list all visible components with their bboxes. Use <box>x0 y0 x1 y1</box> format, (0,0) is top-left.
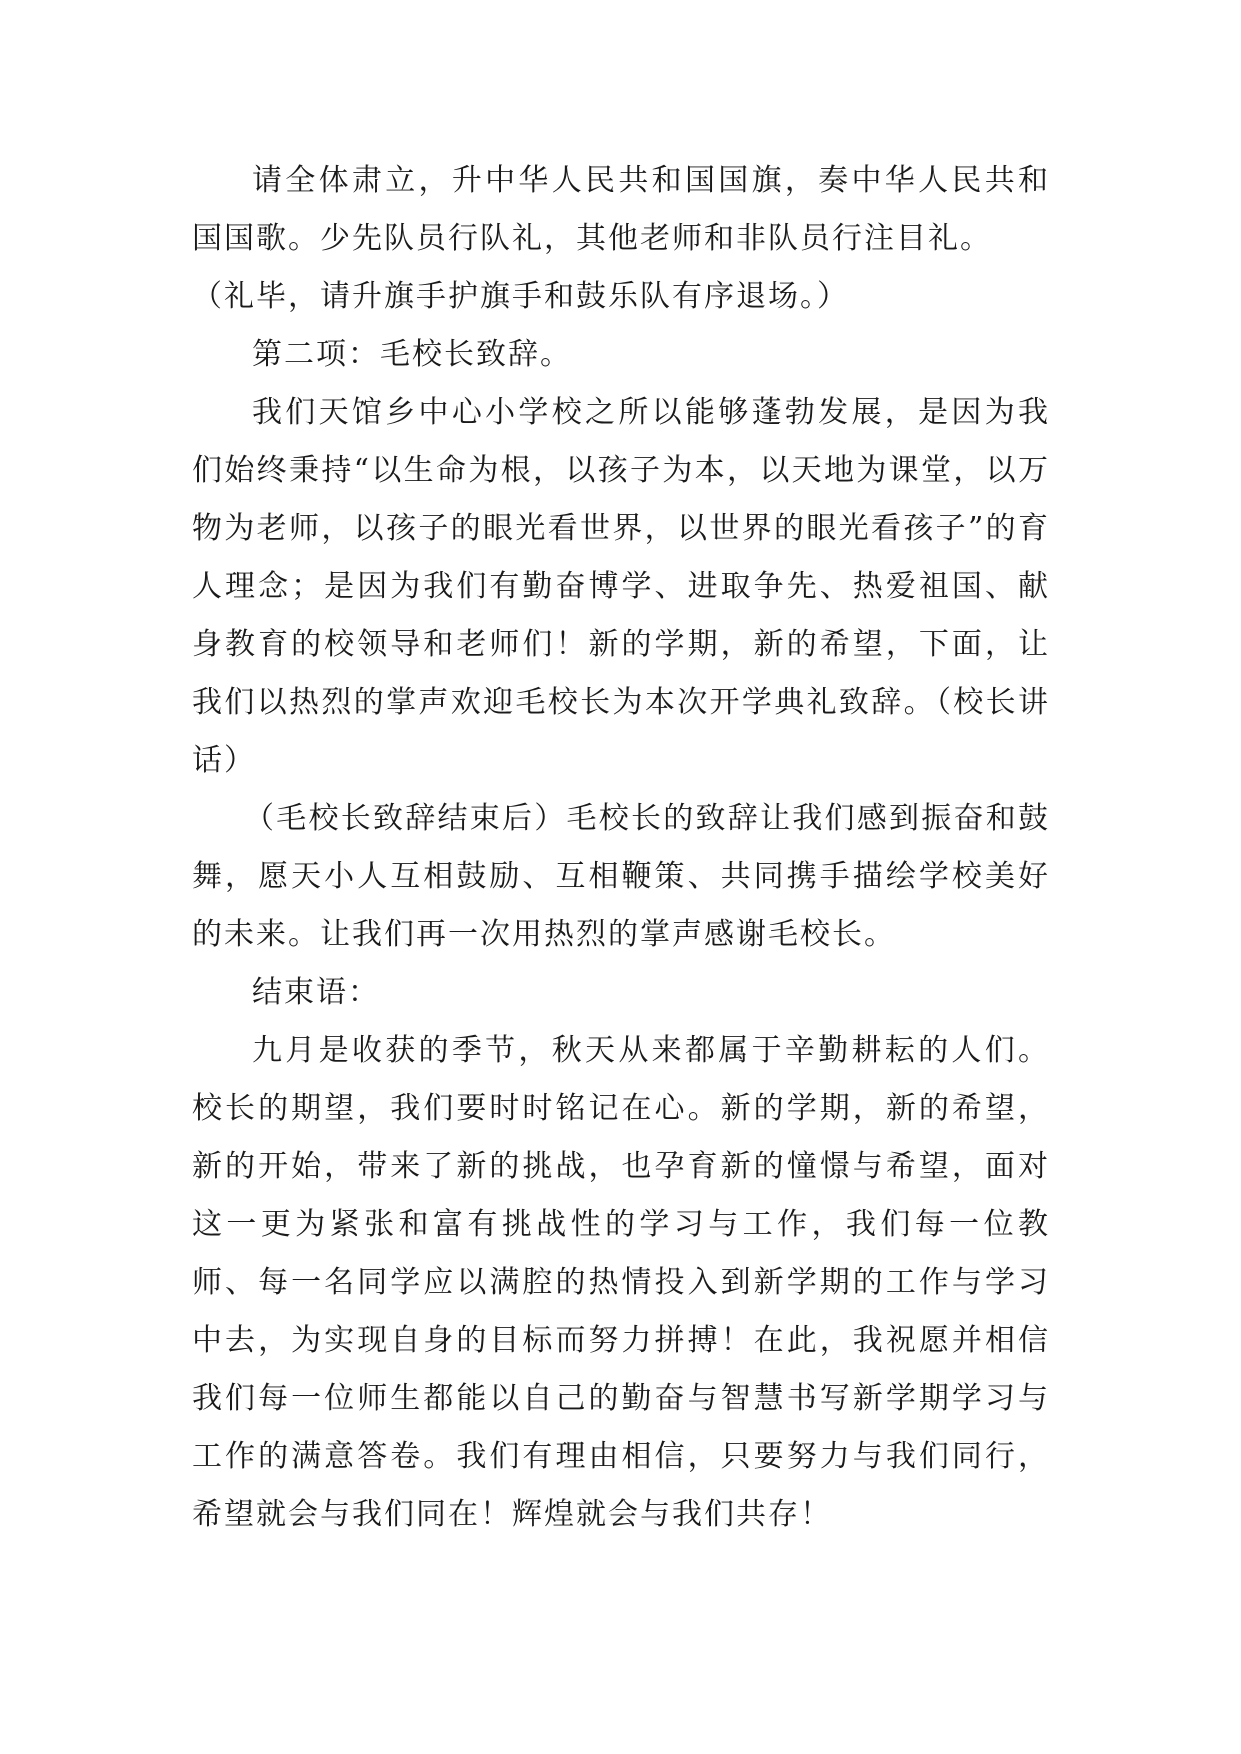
paragraph-flag-ceremony: 请全体肃立，升中华人民共和国国旗，奏中华人民共和国国歌。少先队员行队礼，其他老师和非队员行注目礼。 <box>192 163 1050 256</box>
paragraph-closing-remarks: 九月是收获的季节，秋天从来都属于辛勤耕耘的人们。校长的期望，我们要时时铭记在心。新的学期，新的希望，新的开始，带来了新的挑战，也孕育新的憧憬与希望，面对这一更为紧张和富有挑战性的学习与工作，我们每一位教师、每一名同学应以满腔的热情投入到新学期的工作与学习中去，为实现自身的目标而努力拼搏！在此，我祝愿并相信我们每一位师生都能以自己的勤奋与智慧书写新学期学习与工作的满意答卷。我们有理由相信，只要努力与我们同行，希望就会与我们同在！辉煌就会与我们共存！ <box>192 1033 1050 1532</box>
paragraph-ceremony-end-note: （礼毕，请升旗手护旗手和鼓乐队有序退场。） <box>192 279 849 314</box>
paragraph-school-introduction: 我们天馆乡中心小学校之所以能够蓬勃发展，是因为我们始终秉持“以生命为根，以孩子为本，以天地为课堂，以万物为老师，以孩子的眼光看世界，以世界的眼光看孩子”的育人理念；是因为我们有勤奋博学、进取争先、热爱祖国、献身教育的校领导和老师们！新的学期，新的希望，下面，让我们以热烈的掌声欢迎毛校长为本次开学典礼致辞。（校长讲话） <box>192 395 1050 778</box>
paragraph-closing-heading: 结束语： <box>252 975 380 1010</box>
document-body <box>192 152 1050 1544</box>
paragraph-item-two-heading: 第二项：毛校长致辞。 <box>252 337 572 372</box>
paragraph-after-speech: （毛校长致辞结束后）毛校长的致辞让我们感到振奋和鼓舞，愿天小人互相鼓励、互相鞭策、共同携手描绘学校美好的未来。让我们再一次用热烈的掌声感谢毛校长。 <box>192 801 1050 952</box>
